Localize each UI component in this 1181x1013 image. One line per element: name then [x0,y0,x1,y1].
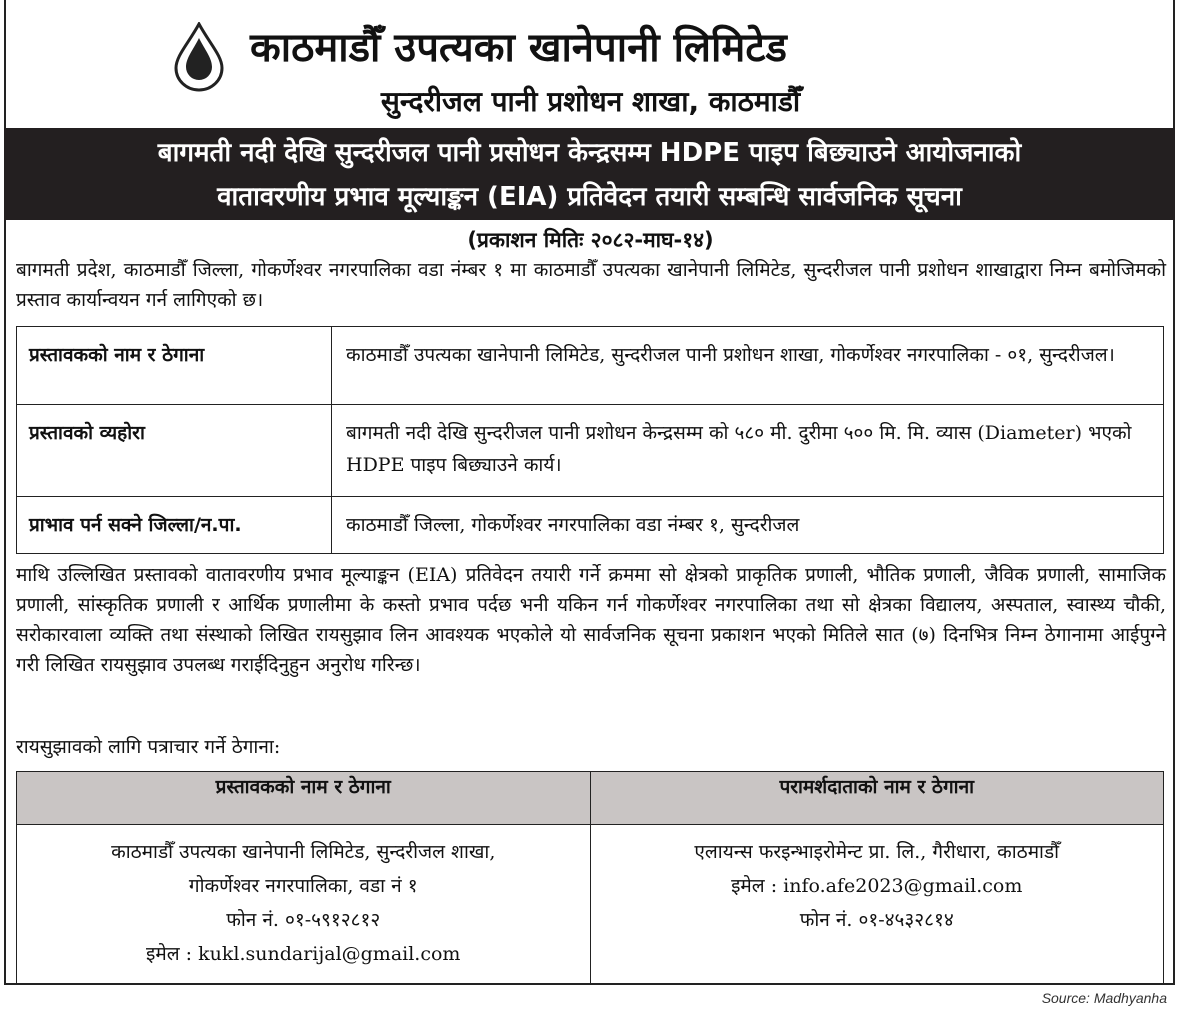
consultant-email[interactable]: इमेल : info.afe2023@gmail.com [731,875,1023,897]
table-row [17,327,1164,405]
intro-paragraph: बागमती प्रदेश, काठमाडौँ जिल्ला, गोकर्णेश्वर नगरपालिका वडा नंम्बर १ मा काठमाडौँ उपत्यका खानेपानी लिमिटेड, सुन्दरीजल पानी प्रशोधन शाखाद्वारा निम्न बमोजिमको प्रस्ताव कार्यान्वयन गर्न लागिएको छ। [16,259,1166,311]
branch-subtitle: सुन्दरीजल पानी प्रशोधन शाखा, काठमाडौँ [380,85,801,118]
consultant-phone: फोन नं. ०१-४५३२८१४ [799,909,954,931]
proposal-table [16,326,1164,554]
row-value: काठमाडौँ जिल्ला, गोकर्णेश्वर नगरपालिका वडा नंम्बर १, सुन्दरीजल [332,497,1164,554]
contact-heading: रायसुझावको लागि पत्राचार गर्ने ठेगाना: [16,736,281,758]
row-label: प्रस्तावकको नाम र ठेगाना [17,327,332,405]
organization-title: काठमाडौँ उपत्यका खानेपानी लिमिटेड [250,25,787,71]
table-row [17,497,1164,554]
row-label: प्राभाव पर्न सक्ने जिल्ला/न.पा. [17,497,332,554]
proponent-header: प्रस्तावकको नाम र ठेगाना [17,772,591,825]
headline-line-2: वातावरणीय प्रभाव मूल्याङ्कन (EIA) प्रतिवेदन तयारी सम्बन्धि सार्वजनिक सूचना [217,182,962,212]
row-value: बागमती नदी देखि सुन्दरीजल पानी प्रशोधन केन्द्रसम्म को ५८० मी. दुरीमा ५०० मि. मि. व्यास (Diameter) भएको HDPE पाइप बिछ्याउने कार्य। [332,405,1164,497]
consultant-header: परामर्शदाताको नाम र ठेगाना [590,772,1164,825]
table-row [17,405,1164,497]
body-paragraph: माथि उल्लिखित प्रस्तावको वातावरणीय प्रभाव मूल्याङ्कन (EIA) प्रतिवेदन तयारी गर्ने क्रममा सो क्षेत्रको प्राकृतिक प्रणाली, भौतिक प्रणाली, जैविक प्रणाली, सामाजिक प्रणाली, सांस्कृतिक प्रणाली र आर्थिक प्रणालीमा के कस्तो प्रभाव पर्दछ भनी यकिन गर्न गोकर्णेश्वर नगरपालिका तथा सो क्षेत्रका विद्यालय, अस्पताल, स्वास्थ्य चौकी, सरोकारवाला व्यक्ति तथा संस्थाको लिखित रायसुझाव लिन आवश्यक भएकोले यो सार्वजनिक सूचना प्रकाशन भएको मितिले सात (७) दिनभित्र निम्न ठेगानामा आईपुग्ने गरी लिखित रायसुझाव उपलब्ध गराईदिनुहुन अनुरोध गरिन्छ। [16,564,1166,676]
proponent-address: गोकर्णेश्वर नगरपालिका, वडा नं १ [188,875,418,897]
source-credit: Source: Madhyanha [1041,990,1167,1006]
row-label: प्रस्तावको व्यहोरा [17,405,332,497]
proponent-name: काठमाडौँ उपत्यका खानेपानी लिमिटेड, सुन्दरीजल शाखा, [111,841,496,863]
notice-headline [4,128,1175,220]
consultant-name: एलायन्स फरइन्भाइरोमेन्ट प्रा. लि., गैरीधारा, काठमाडौँ [694,841,1060,863]
proponent-phone: फोन नं. ०१-५९१२८१२ [226,909,381,931]
contact-table [16,771,1164,985]
row-value: काठमाडौँ उपत्यका खानेपानी लिमिटेड, सुन्दरीजल पानी प्रशोधन शाखा, गोकर्णेश्वर नगरपालिका - ०१, सुन्दरीजल। [332,327,1164,405]
consultant-contact [590,825,1164,985]
proponent-email[interactable]: इमेल : kukl.sundarijal@gmail.com [146,943,461,965]
proponent-contact [17,825,591,985]
publication-date: (प्रकाशन मितिः २०८२-माघ-१४) [467,228,714,252]
headline-line-1: बागमती नदी देखि सुन्दरीजल पानी प्रसोधन केन्द्रसम्म HDPE पाइप बिछ्याउने आयोजनाको [157,138,1022,168]
